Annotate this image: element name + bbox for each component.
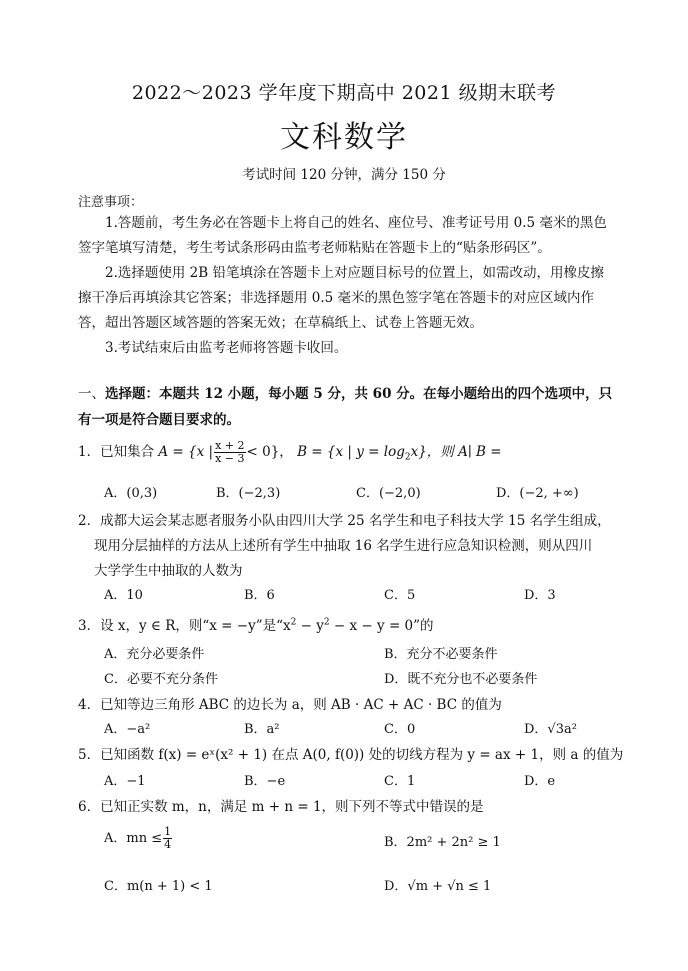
section-text: 选择题：本题共 12 小题，每小题 5 分，共 60 分。在每小题给出的四个选项中，只有一项是符合题目要求的。 — [78, 386, 613, 428]
q1-log-base: 2 — [404, 452, 411, 463]
q4-option-c: C．0 — [384, 722, 416, 737]
q6-option-a-prefix: A．mn ≤ — [104, 831, 163, 846]
exam-title: 2022～2023 学年度下期高中 2021 级期末联考 — [131, 82, 557, 104]
q1-option-d: D．(−2, +∞) — [496, 486, 579, 501]
q1-setB-end: x}，则 A∣ B = — [410, 444, 502, 460]
q2-line-1: 2．成都大运会某志愿者服务小队由四川大学 25 名学生和电子科技大学 15 名学生组成， — [78, 513, 611, 529]
question-1 — [78, 440, 502, 465]
q1-setA-left: A = {x | — [158, 444, 214, 460]
q3-option-b: B．充分不必要条件 — [384, 647, 498, 662]
question-5: 5．已知函数 f(x) = eˣ(x² + 1) 在点 A(0, f(0)) 处的切线方程为 y = ax + 1，则 a 的值为 — [78, 747, 624, 763]
q1-frac-den: x − 3 — [215, 452, 245, 465]
q3-option-a: A．充分必要条件 — [104, 647, 205, 662]
q6-option-d: D．√m + √n ≤ 1 — [384, 879, 492, 894]
q1-frac-num: x + 2 — [215, 439, 245, 452]
q3-sup-a: 2 — [290, 617, 297, 628]
q3-option-d: D．既不充分也不必要条件 — [384, 672, 538, 687]
question-3 — [78, 614, 434, 634]
q4-option-a: A．−a² — [104, 722, 151, 737]
q4-option-b: B．a² — [244, 722, 280, 737]
q5-option-b: B．−e — [244, 774, 286, 789]
q1-setA-right: < 0}， — [246, 444, 293, 460]
q5-option-c: C．1 — [384, 774, 416, 789]
q1-option-c: C．(−2,0) — [356, 486, 421, 501]
q3-text-b: − y — [296, 618, 324, 634]
q6-option-c: C．m(n + 1) < 1 — [104, 879, 213, 894]
section-number: 一、 — [78, 386, 105, 402]
q6-option-a — [104, 826, 173, 851]
q5-option-d: D．e — [524, 774, 556, 789]
question-4: 4．已知等边三角形 ABC 的边长为 a，则 AB · AC + AC · BC 的值为 — [78, 697, 502, 713]
notice-item-2: 2.选择题使用 2B 铅笔填涂在答题卡上对应题目标号的位置上，如需改动，用橡皮擦擦干净后再填涂其它答案；非选择题用 0.5 毫米的黑色签字笔在答题卡的对应区域内作答，超出答题区域答题的答案无效；在草稿纸上、试卷上答题无效。 — [78, 265, 604, 331]
q3-sup-b: 2 — [323, 617, 330, 628]
q6-frac-num: 1 — [164, 825, 172, 838]
q2-option-c: C．5 — [384, 588, 416, 603]
q4-option-d: D．√3a² — [524, 722, 577, 737]
q2-option-a: A．10 — [104, 588, 143, 603]
notice-item-3: 3.考试结束后由监考老师将答题卡收回。 — [105, 340, 348, 356]
q2-option-b: B．6 — [244, 588, 275, 603]
q6-option-b: B．2m² + 2n² ≥ 1 — [384, 835, 501, 850]
q1-option-a: A．(0,3) — [104, 486, 158, 501]
q3-text-a: 3．设 x，y ∈ R，则“x = −y”是“x — [78, 618, 291, 634]
notice-item-1: 1.答题前，考生务必在答题卡上将自己的姓名、座位号、准考证号用 0.5 毫米的黑色签字笔填写清楚，考生考试条形码由监考老师粘贴在答题卡上的“贴条形码区”。 — [78, 215, 607, 256]
q1-setB: B = {x | y = log — [297, 444, 405, 460]
subject-title: 文科数学 — [280, 120, 408, 155]
q1-prefix: 1．已知集合 — [78, 444, 155, 460]
exam-info: 考试时间 120 分钟，满分 150 分 — [242, 167, 446, 183]
section-heading — [78, 381, 614, 433]
q3-option-c: C．必要不充分条件 — [104, 672, 218, 687]
q6-frac-den: 4 — [164, 838, 172, 851]
question-6: 6．已知正实数 m，n，满足 m + n = 1，则下列不等式中错误的是 — [78, 799, 484, 815]
q3-text-c: − x − y = 0”的 — [329, 618, 434, 634]
q6-option-a-fraction — [163, 826, 172, 851]
q1-fraction — [214, 440, 245, 465]
notice-heading: 注意事项： — [78, 195, 144, 210]
q2-line-3: 大学学生中抽取的人数为 — [94, 563, 243, 579]
q5-option-a: A．−1 — [104, 774, 146, 789]
q2-line-2: 现用分层抽样的方法从上述所有学生中抽取 16 名学生进行应急知识检测，则从四川 — [94, 538, 593, 554]
q2-option-d: D．3 — [524, 588, 556, 603]
q1-option-b: B．(−2,3) — [216, 486, 281, 501]
